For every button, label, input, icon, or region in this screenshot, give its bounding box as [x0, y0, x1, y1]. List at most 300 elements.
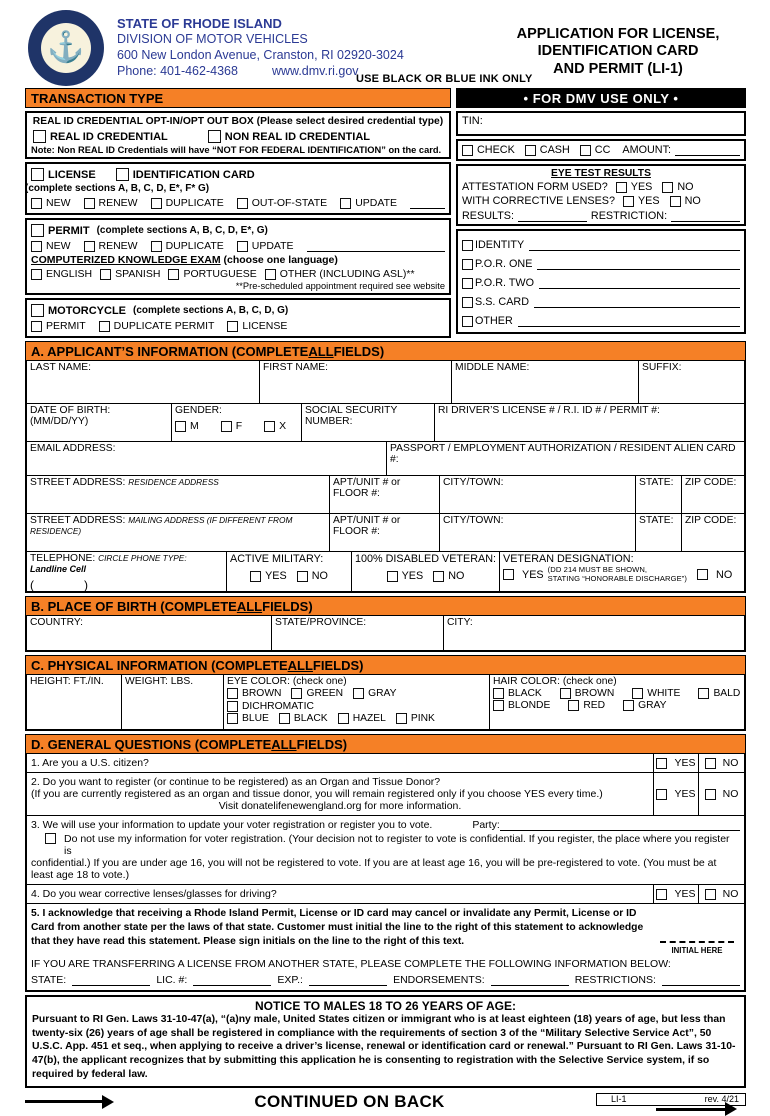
section-c-title-post: FIELDS): [312, 657, 364, 673]
attestation-question: [462, 181, 740, 193]
q4-yes-checkbox[interactable]: [656, 889, 667, 900]
checkbox-option: [237, 197, 327, 209]
checkbox[interactable]: [291, 688, 302, 699]
permit-sub-line: [31, 240, 445, 252]
disabled-veteran-yes-no: [355, 570, 496, 582]
checkbox[interactable]: [168, 269, 179, 280]
real-id-options: [33, 130, 445, 143]
checkbox-option: [31, 168, 96, 181]
middle-name-field[interactable]: [452, 361, 639, 403]
gender-options: [175, 420, 298, 432]
anchor-icon: ⚓: [47, 31, 85, 64]
residence-address-field[interactable]: [27, 476, 330, 513]
checkbox[interactable]: [31, 168, 44, 181]
weight-label: WEIGHT: LBS.: [125, 676, 194, 687]
q1-yes-label: YES: [674, 757, 696, 769]
section-c-title-all: ALL: [287, 657, 313, 673]
middle-name-label: MIDDLE NAME:: [455, 362, 530, 373]
checkbox[interactable]: [265, 269, 276, 280]
transfer-exp-blank[interactable]: [309, 975, 387, 986]
phone-type-options[interactable]: Landline Cell: [30, 564, 87, 574]
checkbox-label: UPDATE: [355, 197, 398, 209]
mailing-state-field[interactable]: [636, 514, 682, 551]
checkbox-label: BALD: [713, 688, 741, 699]
first-name-field[interactable]: [260, 361, 452, 403]
checkbox-label: LICENSE: [242, 320, 288, 332]
section-d-title-all: ALL: [271, 736, 297, 752]
motorcycle-primary-option: [31, 304, 126, 317]
apt-label-2: APT/UNIT # or FLOOR #:: [333, 515, 401, 537]
zip-label: ZIP CODE:: [685, 477, 737, 488]
residence-zip-field[interactable]: [682, 476, 744, 513]
initial-line[interactable]: [660, 941, 734, 943]
checkbox-option: [568, 700, 605, 711]
transfer-lic-blank[interactable]: [193, 975, 271, 986]
checkbox-label: NON REAL ID CREDENTIAL: [224, 130, 370, 143]
permit-update-line[interactable]: [307, 241, 445, 252]
checkbox-option: [31, 304, 126, 317]
last-name-field[interactable]: [27, 361, 260, 403]
donor-website-note[interactable]: Visit donatelifenewengland.org for more information.: [218, 800, 462, 812]
amount-line[interactable]: [675, 145, 740, 156]
q1-yes-checkbox[interactable]: [656, 758, 667, 769]
street-label: STREET ADDRESS:: [30, 477, 126, 488]
veteran-designation-label: VETERAN DESIGNATION:: [503, 553, 634, 565]
q4-no-checkbox[interactable]: [705, 889, 716, 900]
license-sub-options: [31, 197, 397, 209]
notice-body: Pursuant to RI Gen. Laws 31-10-47(a), “(a)ny male, United States citizen or immigrant who is at least eighteen (18) years of age, but less than twenty-six (26) years of age shall be registered in compliance with the requirements of section 3 of the “Military Selective Service Act”, 50 U.S.C. App. 451 et seq., when applying to receive a driver’s license, renewal or identification card or renewal.” Pursuant to RI Gen. Laws 31-10-47(b), the applicant recognizes that by submitting this application he is consenting to registration with the Selective Service system, if so required by federal law.: [32, 1014, 736, 1080]
checkbox-option: [462, 144, 515, 156]
real-id-note: Note: Non REAL ID Credentials will have “NOT FOR FEDERAL IDENTIFICATION” on the card.: [31, 145, 442, 155]
state-seal-icon: [28, 10, 104, 86]
birth-city-field[interactable]: [444, 616, 744, 650]
section-a-title-post: FIELDS): [333, 343, 385, 359]
apt-label: APT/UNIT # or FLOOR #:: [333, 477, 401, 499]
agency-name: STATE OF RHODE ISLAND: [117, 16, 282, 31]
question-4-text: 4. Do you wear corrective lenses/glasses for driving?: [27, 885, 654, 903]
checkbox[interactable]: [227, 321, 238, 332]
section-d-title-post: FIELDS): [296, 736, 348, 752]
checkbox-option: [151, 197, 224, 209]
motorcycle-primary-line: [31, 304, 445, 317]
hair-color-label: HAIR COLOR:: [493, 676, 560, 687]
por-one-checkbox[interactable]: [462, 259, 473, 270]
permit-primary-option: [31, 224, 90, 237]
last-name-label: LAST NAME:: [30, 362, 92, 373]
ssn-field[interactable]: [302, 404, 435, 441]
checkbox[interactable]: [462, 145, 473, 156]
veteran-yes-checkbox[interactable]: [503, 569, 514, 580]
checkbox[interactable]: [100, 269, 111, 280]
q2-yes-label: YES: [674, 788, 696, 800]
checkbox[interactable]: [237, 241, 248, 252]
checkbox-label: DUPLICATE PERMIT: [113, 320, 215, 332]
q2-no-checkbox[interactable]: [705, 789, 716, 800]
checkbox[interactable]: [264, 421, 275, 432]
form-title-line2: IDENTIFICATION CARD: [537, 43, 699, 60]
section-d-title-pre: D. GENERAL QUESTIONS (COMPLETE: [31, 736, 272, 752]
checkbox[interactable]: [568, 700, 579, 711]
voter-optout-checkbox[interactable]: [45, 833, 56, 844]
checkbox-option: [84, 197, 138, 209]
agency-phone: Phone: 401-462-4368: [117, 63, 238, 78]
checkbox[interactable]: [632, 688, 643, 699]
checkbox[interactable]: [227, 701, 238, 712]
checkbox-option: [623, 195, 660, 207]
checkbox-label: CC: [594, 144, 611, 156]
notice-title: NOTICE TO MALES 18 TO 26 YEARS OF AGE:: [255, 999, 516, 1013]
checkbox-option: [227, 320, 287, 332]
weight-field[interactable]: [122, 675, 224, 729]
disabled-veteran-label: 100% DISABLED VETERAN:: [355, 553, 497, 565]
checkbox-label: DICHROMATIC: [242, 701, 314, 712]
checkbox[interactable]: [151, 241, 162, 252]
checkbox[interactable]: [221, 421, 232, 432]
license-sections-note: (complete sections A, B, C, D, E*, F* G): [25, 183, 210, 194]
mailing-address-field[interactable]: [27, 514, 330, 551]
results-label: RESULTS:: [462, 210, 514, 222]
checkbox[interactable]: [623, 196, 634, 207]
document-row-por-one: [462, 258, 740, 270]
mailing-note: MAILING ADDRESS (IF DIFFERENT FROM RESIDENCE): [30, 515, 293, 536]
checkbox[interactable]: [31, 321, 42, 332]
checkbox-option: [84, 240, 138, 252]
exam-heading-line: [31, 254, 445, 266]
initial-here-block: [654, 907, 740, 956]
checkbox[interactable]: [433, 571, 444, 582]
permit-primary-line: [31, 224, 445, 237]
gender-label: GENDER:: [175, 405, 222, 416]
residence-note: RESIDENCE ADDRESS: [128, 477, 219, 487]
checkbox-option: [670, 195, 701, 207]
checkbox[interactable]: [175, 421, 186, 432]
agency-website[interactable]: www.dmv.ri.gov: [271, 63, 359, 78]
passport-field[interactable]: [387, 442, 744, 475]
por-one-blank[interactable]: [537, 259, 740, 270]
checkbox-label: NO: [311, 570, 328, 582]
height-field[interactable]: [27, 675, 122, 729]
mailing-apt-field[interactable]: [330, 514, 440, 551]
checkbox[interactable]: [208, 130, 221, 143]
attestation-label: ATTESTATION FORM USED?: [462, 181, 608, 193]
checkbox-option: [33, 130, 168, 143]
checkbox-option: [297, 570, 328, 582]
checkbox-label: CHECK: [477, 144, 515, 156]
checkbox[interactable]: [623, 700, 634, 711]
other-blank[interactable]: [518, 316, 740, 327]
checkbox-option: [31, 268, 92, 280]
checkbox[interactable]: [662, 182, 673, 193]
exam-language-options: [31, 268, 445, 280]
residence-state-field[interactable]: [636, 476, 682, 513]
checkbox-label: NEW: [46, 240, 71, 252]
motorcycle-box: [25, 298, 451, 338]
transfer-instruction: IF YOU ARE TRANSFERRING A LICENSE FROM ANOTHER STATE, PLEASE COMPLETE THE FOLLOWING INFORMATION BELOW:: [31, 958, 671, 970]
checkbox[interactable]: [151, 198, 162, 209]
checkbox[interactable]: [493, 688, 504, 699]
checkbox[interactable]: [237, 198, 248, 209]
checkbox-option: [396, 713, 435, 724]
ri-license-label: RI DRIVER’S LICENSE # / R.I. ID # / PERMIT #:: [438, 405, 660, 416]
document-row-ss-card: [462, 296, 740, 308]
active-military-field: [227, 552, 352, 591]
checkbox[interactable]: [227, 688, 238, 699]
initial-here-label: INITIAL HERE: [671, 946, 723, 955]
checkbox-option: [616, 181, 653, 193]
payment-options: [462, 144, 610, 156]
section-c-table: [25, 675, 746, 731]
por-two-checkbox[interactable]: [462, 278, 473, 289]
checkbox[interactable]: [560, 688, 571, 699]
permit-box: [25, 218, 451, 295]
checkbox-label: YES: [401, 570, 424, 582]
checkbox[interactable]: [116, 168, 129, 181]
revision-block: [596, 1093, 746, 1111]
checkbox[interactable]: [31, 304, 44, 317]
checkbox-label: WHITE: [647, 688, 681, 699]
first-name-label: FIRST NAME:: [263, 362, 329, 373]
revision-date: rev. 4/21: [704, 1093, 739, 1104]
question-1-row: [27, 754, 744, 772]
active-military-yes-no: [230, 570, 348, 582]
checkbox[interactable]: [340, 198, 351, 209]
agency-block: [117, 16, 404, 79]
checkbox-option: [31, 240, 71, 252]
checkbox[interactable]: [297, 571, 308, 582]
tin-label: TIN:: [462, 115, 483, 127]
street-label-2: STREET ADDRESS:: [30, 515, 126, 526]
checkbox-option: [662, 181, 693, 193]
checkbox-label: PERMIT: [46, 320, 86, 332]
checkbox[interactable]: [84, 198, 95, 209]
identity-blank[interactable]: [529, 240, 740, 251]
checkbox-option: [116, 168, 255, 181]
eye-color-label: EYE COLOR:: [227, 676, 290, 687]
checkbox[interactable]: [31, 224, 44, 237]
results-blank[interactable]: [518, 211, 587, 222]
checkbox[interactable]: [525, 145, 536, 156]
checkbox-option: [560, 688, 614, 699]
ri-license-field[interactable]: [435, 404, 744, 441]
checkbox-option: [493, 688, 542, 699]
checkbox[interactable]: [279, 713, 290, 724]
checkbox-option: [433, 570, 464, 582]
checkbox[interactable]: [396, 713, 407, 724]
q1-no-checkbox[interactable]: [705, 758, 716, 769]
veteran-no-checkbox[interactable]: [697, 569, 708, 580]
telephone-field[interactable]: [27, 552, 227, 591]
q4-no-label: NO: [722, 888, 739, 900]
identity-checkbox[interactable]: [462, 240, 473, 251]
motorcycle-sections-note: (complete sections A, B, C, D, G): [133, 305, 289, 316]
amount-label: AMOUNT:: [622, 144, 671, 156]
height-label: HEIGHT: FT./IN.: [30, 676, 104, 687]
checkbox-label: REAL ID CREDENTIAL: [50, 130, 168, 143]
telephone-label: TELEPHONE:: [30, 553, 96, 564]
checkbox-option: [221, 420, 242, 432]
suffix-field[interactable]: [639, 361, 744, 403]
section-b-title-all: ALL: [236, 598, 263, 614]
division-name: DIVISION OF MOTOR VEHICLES: [117, 32, 308, 47]
checkbox-label: CASH: [539, 144, 570, 156]
license-primary-options: [31, 168, 255, 181]
checkbox-option: [99, 320, 215, 332]
city-label: CITY/TOWN:: [443, 477, 504, 488]
checkbox-option: [338, 713, 386, 724]
checkbox[interactable]: [84, 241, 95, 252]
section-b-title-pre: B. PLACE OF BIRTH (COMPLETE: [31, 598, 237, 614]
residence-city-field[interactable]: [440, 476, 636, 513]
footer: [25, 1092, 746, 1112]
checkbox[interactable]: [99, 321, 110, 332]
por-two-blank[interactable]: [539, 278, 740, 289]
checkbox-label: NO: [684, 195, 701, 207]
transfer-state-blank[interactable]: [72, 975, 150, 986]
exam-language-note: (choose one language): [223, 254, 338, 266]
checkbox-label: BROWN: [242, 688, 282, 699]
question-5-row: [27, 903, 744, 990]
right-arrow-icon: [656, 1108, 726, 1111]
real-id-heading: REAL ID CREDENTIAL OPT-IN/OPT OUT BOX (Please select desired credential type): [32, 116, 444, 127]
checkbox-label: UPDATE: [251, 240, 294, 252]
checkbox-option: [525, 144, 570, 156]
document-row-identity: [462, 239, 740, 251]
state-province-label: STATE/PROVINCE:: [275, 617, 367, 628]
state-label-2: STATE:: [639, 515, 674, 526]
checkbox-label: PERMIT: [48, 224, 90, 237]
checkbox[interactable]: [616, 182, 627, 193]
form-header: [25, 8, 746, 88]
residence-apt-field[interactable]: [330, 476, 440, 513]
permit-sub-options: [31, 240, 294, 252]
transfer-fields-row: [31, 974, 740, 986]
phone-type-note: CIRCLE PHONE TYPE:: [98, 553, 187, 563]
question-2-row: [27, 772, 744, 815]
tin-box: [456, 111, 746, 136]
checkbox[interactable]: [493, 700, 504, 711]
checkbox-label: SPANISH: [115, 268, 161, 280]
checkbox[interactable]: [33, 130, 46, 143]
identity-label: IDENTITY: [475, 239, 525, 251]
checkbox-label: RED: [583, 700, 606, 711]
checkbox-label: BLONDE: [508, 700, 551, 711]
restriction-blank[interactable]: [671, 211, 740, 222]
checkbox-option: [100, 268, 160, 280]
checkbox-label: PORTUGUESE: [183, 268, 257, 280]
country-label: COUNTRY:: [30, 617, 84, 628]
question-4-row: [27, 884, 744, 903]
birth-state-field[interactable]: [272, 616, 444, 650]
checkbox-label: RENEW: [98, 197, 138, 209]
section-a-title-pre: A. APPLICANT’S INFORMATION (COMPLETE: [31, 343, 309, 359]
license-update-line[interactable]: [410, 198, 445, 209]
birth-city-label: CITY:: [447, 617, 473, 628]
section-c-header: [25, 655, 746, 675]
checkbox-label: BLUE: [242, 713, 269, 724]
transfer-endorsements-blank[interactable]: [491, 975, 569, 986]
por-one-label: P.O.R. ONE: [475, 258, 533, 270]
checkbox-option: [227, 701, 314, 712]
hair-check-one: (check one): [562, 676, 617, 687]
checkbox-option: [31, 197, 71, 209]
ss-card-blank[interactable]: [534, 297, 740, 308]
checkbox-label: BLACK: [293, 713, 328, 724]
q2-no-label: NO: [722, 788, 739, 800]
dob-field[interactable]: [27, 404, 172, 441]
corrective-lenses-question: [462, 195, 740, 207]
q4-yes-label: YES: [674, 888, 696, 900]
disabled-veteran-field: [352, 552, 500, 591]
checkbox-label: M: [190, 420, 199, 432]
checkbox-option: [250, 570, 287, 582]
checkbox[interactable]: [31, 241, 42, 252]
ss-card-label: S.S. CARD: [475, 296, 529, 308]
checkbox[interactable]: [698, 688, 709, 699]
checkbox-label: X: [279, 420, 287, 432]
mailing-zip-field[interactable]: [682, 514, 744, 551]
dmv-use-header: • FOR DMV USE ONLY •: [456, 88, 746, 108]
party-blank[interactable]: [500, 820, 740, 831]
checkbox-label: YES: [637, 195, 660, 207]
state-label: STATE:: [639, 477, 674, 488]
email-field[interactable]: [27, 442, 387, 475]
license-box: [25, 162, 451, 215]
checkbox[interactable]: [338, 713, 349, 724]
active-military-label: ACTIVE MILITARY:: [230, 553, 324, 565]
veteran-yes-label: YES: [522, 568, 544, 581]
checkbox[interactable]: [31, 198, 42, 209]
checkbox[interactable]: [227, 713, 238, 724]
checkbox-option: [175, 420, 199, 432]
checkbox-label: DUPLICATE: [165, 197, 224, 209]
mailing-city-field[interactable]: [440, 514, 636, 551]
checkbox-label: IDENTIFICATION CARD: [132, 168, 255, 181]
birth-country-field[interactable]: [27, 616, 272, 650]
q2-yes-checkbox[interactable]: [656, 789, 667, 800]
checkbox-label: LICENSE: [48, 168, 96, 181]
checkbox-option: [227, 688, 281, 699]
agency-address: 600 New London Avenue, Cranston, RI 02920-3024: [117, 47, 404, 62]
transfer-restrictions-label: RESTRICTIONS:: [574, 974, 656, 986]
checkbox-option: [291, 688, 343, 699]
other-checkbox[interactable]: [462, 316, 473, 327]
question-5-text: 5. I acknowledge that receiving a Rhode Island Permit, License or ID card may cancel or invalidate any Permit, License or ID Card from another state per the laws of that state. Customer must initial the line to the right of this statement to acknowledge that they have read this statement. Please sign initials on the line to the right of this text.: [31, 908, 644, 947]
checkbox-option: [698, 688, 740, 699]
voter-optout-text: Do not use my information for voter registration. (Your decision not to register to vote is confidential. If you register, the place where you register is: [64, 833, 730, 857]
section-d-table: [25, 754, 746, 992]
checkbox[interactable]: [250, 571, 261, 582]
checkbox[interactable]: [580, 145, 591, 156]
checkbox[interactable]: [353, 688, 364, 699]
checkbox[interactable]: [31, 269, 42, 280]
checkbox-label: ENGLISH: [46, 268, 93, 280]
por-two-label: P.O.R. TWO: [475, 277, 534, 289]
transfer-restrictions-blank[interactable]: [662, 975, 740, 986]
checkbox-label: OTHER (INCLUDING ASL)**: [279, 268, 415, 280]
checkbox-option: [493, 700, 550, 711]
checkbox[interactable]: [670, 196, 681, 207]
left-arrow-icon: [25, 1100, 103, 1103]
checkbox-label: YES: [630, 181, 653, 193]
phone-area-code[interactable]: ( ): [30, 578, 89, 591]
email-label: EMAIL ADDRESS:: [30, 443, 116, 454]
ss-card-checkbox[interactable]: [462, 297, 473, 308]
checkbox-label: BLACK: [508, 688, 542, 699]
question-2-text: 2. Do you want to register (or continue to be registered) as an Organ and Tissue Donor? (If you are currently registered as an organ and tissue donor, you will remain registered only if you choose YES every time.) Visit donatelifenewengland.org for more information.: [27, 773, 654, 815]
checkbox[interactable]: [387, 571, 398, 582]
document-row-other: [462, 315, 740, 327]
other-label: OTHER: [475, 315, 513, 327]
